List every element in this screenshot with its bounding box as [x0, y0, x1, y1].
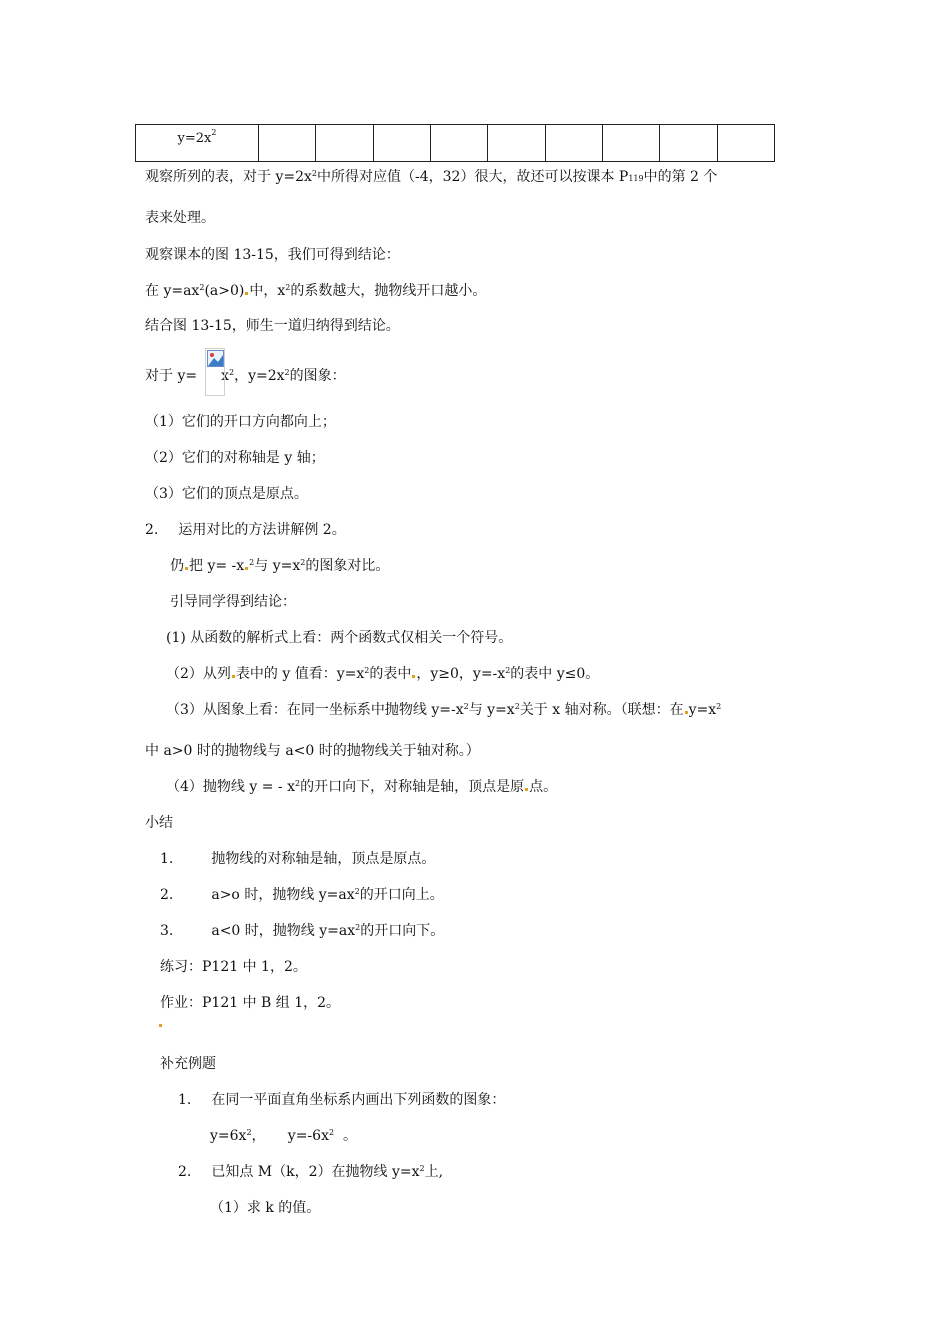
value-table	[135, 124, 775, 162]
text: （3）它们的顶点是原点。	[145, 486, 308, 502]
text: 中所得对应值（-4，32）很大，故还可以按课本 P	[317, 169, 629, 185]
item-number: 1.	[160, 851, 174, 867]
paragraph-conclusion	[145, 281, 486, 301]
text: 对于 y=	[145, 368, 198, 384]
section-heading-2	[145, 520, 346, 540]
list-item	[145, 448, 325, 468]
mark-dot	[245, 292, 248, 295]
summary-item	[160, 921, 444, 941]
mark-dot	[159, 1024, 162, 1027]
summary-title	[145, 813, 173, 833]
table-row	[136, 125, 775, 162]
text: 与 y=x	[254, 558, 301, 574]
text: 在同一平面直角坐标系内画出下列函数的图象：	[211, 1092, 506, 1108]
text: 作业：P121 中 B 组 1，2。	[160, 995, 341, 1011]
superscript: 2	[249, 558, 255, 567]
text: 中，x	[249, 283, 286, 299]
superscript: 2	[505, 666, 511, 675]
text: 把 y= -x	[189, 558, 245, 574]
superscript: 2	[328, 1128, 335, 1137]
text: a<0 时，抛物线 y=ax	[211, 923, 356, 939]
homework-line	[160, 993, 340, 1013]
extra-item	[178, 1162, 443, 1182]
text: 补充例题	[160, 1056, 216, 1072]
text: a>o 时，抛物线 y=ax	[211, 887, 355, 903]
superscript: 2	[311, 169, 317, 178]
text: 的开口向上。	[359, 887, 444, 903]
text: 中的第 2 个	[643, 169, 718, 185]
extra-question	[210, 1198, 320, 1218]
mark-dot	[185, 567, 188, 570]
broken-image-icon	[205, 348, 225, 396]
mark-dot	[525, 788, 528, 791]
conclusion-1	[166, 628, 512, 648]
superscript: 2	[211, 128, 217, 137]
superscript: 2	[229, 368, 235, 377]
table-header-text: y=2x	[177, 131, 212, 146]
paragraph-observe-table-cont	[145, 208, 215, 228]
paragraph-observe-table	[145, 167, 717, 187]
mark-dot	[232, 675, 235, 678]
paragraph-guide	[170, 592, 296, 612]
text: 观察课本的图 13-15，我们可得到结论：	[145, 247, 400, 263]
superscript: 2	[716, 702, 722, 711]
text: 的图象对比。	[305, 558, 390, 574]
text: （3）从图象上看：在同一坐标系中抛物线 y=-x	[166, 702, 464, 718]
text: 中的 y 值看：y=x	[249, 666, 365, 682]
subscript: 119	[628, 174, 644, 183]
summary-item	[160, 849, 435, 869]
text: 关于 x 轴对称。（联想：在	[519, 702, 684, 718]
extra-title	[160, 1054, 216, 1074]
practice-line	[160, 957, 307, 977]
text: 的图象：	[289, 368, 346, 384]
text: ，y=2x	[234, 368, 285, 384]
text: 的开口向下，对称轴是轴，顶点是原	[300, 779, 525, 795]
table-cell	[488, 125, 545, 162]
paragraph-compare	[170, 556, 389, 576]
text: 运用对比的方法讲解例 2。	[178, 522, 346, 538]
table-cell	[717, 125, 774, 162]
text: (a>0)	[204, 283, 245, 299]
superscript: 2	[294, 779, 301, 788]
text: 表来处理。	[145, 210, 215, 226]
text: 已知点 M（k，2）在抛物线 y=x	[211, 1164, 420, 1180]
text: 。	[334, 1128, 357, 1144]
paragraph-observe-figure	[145, 245, 400, 265]
paragraph-combine	[145, 316, 400, 336]
text: （1）求 k 的值。	[210, 1200, 321, 1216]
mark-dot	[685, 711, 688, 714]
mark-dot	[245, 567, 248, 570]
picture-icon	[207, 350, 224, 367]
text: （1）它们的开口方向都向上；	[145, 414, 336, 430]
text: 小结	[145, 815, 173, 831]
conclusion-3	[166, 700, 721, 720]
text: （2）从列	[166, 666, 231, 682]
text: 上,	[424, 1164, 444, 1180]
item-number: 1.	[178, 1092, 192, 1108]
text: 观察所列的表，对于 y=2x	[145, 169, 312, 185]
extra-item	[178, 1090, 505, 1110]
paragraph-for-functions	[145, 366, 346, 386]
conclusion-4	[166, 777, 557, 797]
superscript: 2	[354, 887, 360, 896]
text: 引导同学得到结论：	[170, 594, 296, 610]
item-number: 2.	[160, 887, 174, 903]
superscript: 2	[419, 1164, 425, 1173]
list-item	[145, 412, 336, 432]
text: x	[221, 368, 229, 384]
list-item	[145, 484, 308, 504]
text: 仍	[170, 558, 184, 574]
item-number: 2.	[178, 1164, 192, 1180]
text: 抛物线的对称轴是轴，顶点是原点。	[211, 851, 436, 867]
text: （4）抛物线 y = - x	[166, 779, 295, 795]
table-header-cell	[136, 125, 259, 162]
extra-functions	[210, 1126, 357, 1146]
table-cell	[545, 125, 602, 162]
text: 结合图 13-15，师生一道归纳得到结论。	[145, 318, 400, 334]
text: 练习：P121 中 1，2。	[160, 959, 307, 975]
superscript: 2	[300, 558, 306, 567]
text: 在 y=ax	[145, 283, 200, 299]
superscript: 2	[355, 923, 361, 932]
superscript: 2	[285, 283, 291, 292]
text: 中 a>0 时的抛物线与 a<0 时的抛物线关于轴对称。）	[145, 743, 480, 759]
superscript: 2	[463, 702, 469, 711]
table-cell	[660, 125, 717, 162]
text: （2）它们的对称轴是 y 轴；	[145, 450, 325, 466]
table-cell	[259, 125, 316, 162]
summary-item	[160, 885, 444, 905]
table-cell	[602, 125, 659, 162]
superscript: 2	[514, 702, 520, 711]
text: 与 y=x	[468, 702, 515, 718]
conclusion-3-cont	[145, 741, 480, 761]
table-cell	[373, 125, 430, 162]
superscript: 2	[246, 1128, 252, 1137]
superscript: 2	[364, 666, 370, 675]
item-number: 3.	[160, 923, 174, 939]
section-number: 2.	[145, 522, 159, 538]
text: 点。	[529, 779, 558, 795]
text: 表	[235, 666, 250, 682]
table-cell	[430, 125, 487, 162]
superscript: 2	[199, 283, 205, 292]
superscript: 2	[284, 368, 290, 377]
text: ， y=-6x	[251, 1128, 329, 1144]
text: (1) 从函数的解析式上看：两个函数式仅相关一个符号。	[166, 630, 513, 646]
text: 的表中 y≤0。	[510, 666, 600, 682]
text: y=6x	[210, 1128, 247, 1144]
text: 的系数越大，抛物线开口越小。	[290, 283, 487, 299]
text: 的开口向下。	[360, 923, 445, 939]
mark-dot	[412, 675, 415, 678]
text: 的表中	[369, 666, 412, 682]
conclusion-2	[166, 664, 599, 684]
text: y=x	[688, 702, 717, 718]
text: ，y≥0，y=-x	[416, 666, 506, 682]
table-cell	[316, 125, 373, 162]
